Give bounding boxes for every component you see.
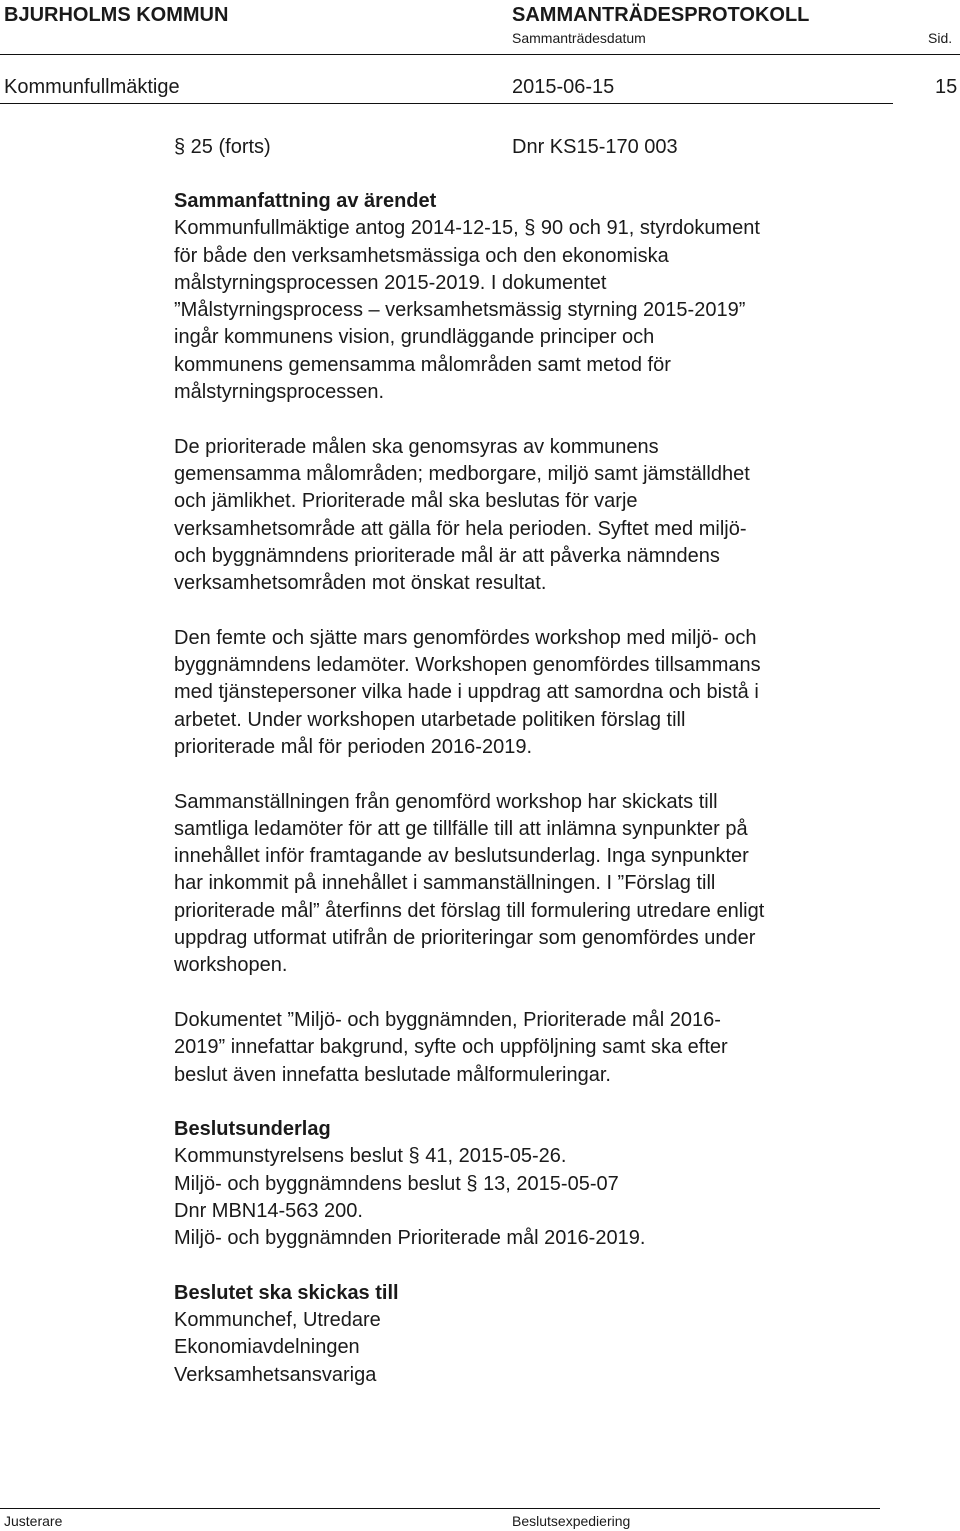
meeting-date: 2015-06-15 <box>512 76 615 98</box>
text-line: innehållet inför framtagande av beslutsunderlag. Inga synpunkter <box>174 845 749 868</box>
text-line: 2019” innefattar bakgrund, syfte och uppföljning samt ska efter <box>174 1036 728 1059</box>
case-dnr: Dnr KS15-170 003 <box>512 136 678 158</box>
text-line: verksamhetsområden mot önskat resultat. <box>174 572 547 595</box>
footer-dispatch-label: Beslutsexpediering <box>512 1513 631 1529</box>
text-line: målstyrningsprocessen. <box>174 381 385 404</box>
body-name: Kommunfullmäktige <box>4 76 180 98</box>
page-number: 15 <box>935 76 958 98</box>
text-line: med tjänstepersoner vilka hade i uppdrag att samordna och bistå i <box>174 681 759 704</box>
summary-paragraph <box>174 215 904 406</box>
text-line: Miljö- och byggnämnden Prioriterade mål 2016-2019. <box>174 1227 646 1250</box>
text-line: kommunens gemensamma målområden samt metod för <box>174 353 671 376</box>
header-top-rule <box>0 54 960 55</box>
header-bottom-rule <box>0 103 893 104</box>
text-line: Dokumentet ”Miljö- och byggnämnden, Prioriterade mål 2016- <box>174 1008 721 1031</box>
footer-adjuster-label: Justerare <box>4 1513 63 1529</box>
paragraph-priorities <box>174 434 904 598</box>
text-line: Verksamhetsansvariga <box>174 1363 377 1386</box>
text-line: och byggnämndens prioriterade mål är att påverka nämndens <box>174 544 720 567</box>
text-line: beslut även innefatta beslutade målformuleringar. <box>174 1063 611 1086</box>
text-line: Kommunfullmäktige antog 2014-12-15, § 90 och 91, styrdokument <box>174 217 760 240</box>
document-type: SAMMANTRÄDESPROTOKOLL <box>512 4 810 26</box>
text-line: Miljö- och byggnämndens beslut § 13, 2015-05-07 <box>174 1172 619 1195</box>
paragraph-compilation <box>174 789 904 980</box>
recipients-heading: Beslutet ska skickas till <box>174 1281 399 1304</box>
text-line: Kommunstyrelsens beslut § 41, 2015-05-26. <box>174 1145 567 1168</box>
footer-rule <box>0 1508 880 1509</box>
text-line: uppdrag utformat utifrån de prioriteringar som genomfördes under <box>174 927 756 950</box>
text-line: för både den verksamhetsmässiga och den ekonomiska <box>174 244 669 267</box>
basis-list <box>174 1143 904 1252</box>
text-line: arbetet. Under workshopen utarbetade politiken förslag till <box>174 708 686 731</box>
basis-heading: Beslutsunderlag <box>174 1118 331 1141</box>
section-number: § 25 (forts) <box>174 136 271 158</box>
text-line: De prioriterade målen ska genomsyras av kommunens <box>174 435 659 458</box>
text-line: målstyrningsprocessen 2015-2019. I dokumentet <box>174 271 607 294</box>
text-line: verksamhetsområde att gälla för hela perioden. Syftet med miljö- <box>174 517 747 540</box>
paragraph-workshop <box>174 625 904 761</box>
text-line: workshopen. <box>174 954 288 977</box>
text-line: gemensamma målområden; medborgare, miljö samt jämställdhet <box>174 462 750 485</box>
summary-heading: Sammanfattning av ärendet <box>174 190 437 212</box>
text-line: samtliga ledamöter för att ge tillfälle till att inlämna synpunkter på <box>174 817 748 840</box>
text-line: ”Målstyrningsprocess – verksamhetsmässig styrning 2015-2019” <box>174 299 746 322</box>
text-line: Kommunchef, Utredare <box>174 1309 381 1332</box>
text-line: Ekonomiavdelningen <box>174 1336 360 1359</box>
text-line: Den femte och sjätte mars genomfördes workshop med miljö- och <box>174 626 757 649</box>
recipients-list <box>174 1307 904 1389</box>
document-body <box>174 188 904 1389</box>
text-line: prioriterade mål för perioden 2016-2019. <box>174 735 532 758</box>
meeting-date-label: Sammanträdesdatum <box>512 30 646 46</box>
text-line: Sammanställningen från genomförd workshop har skickats till <box>174 790 718 813</box>
text-line: ingår kommunens vision, grundläggande principer och <box>174 326 655 349</box>
page-label: Sid. <box>928 30 953 46</box>
text-line: byggnämndens ledamöter. Workshopen genomfördes tillsammans <box>174 654 761 677</box>
text-line: prioriterade mål” återfinns det förslag till formulering utredare enligt <box>174 899 765 922</box>
paragraph-document <box>174 1007 904 1089</box>
text-line: har inkommit på innehållet i sammanställningen. I ”Förslag till <box>174 872 716 895</box>
text-line: och jämlikhet. Prioriterade mål ska beslutas för varje <box>174 490 638 513</box>
text-line: Dnr MBN14-563 200. <box>174 1199 363 1222</box>
municipality-name: BJURHOLMS KOMMUN <box>4 4 229 26</box>
